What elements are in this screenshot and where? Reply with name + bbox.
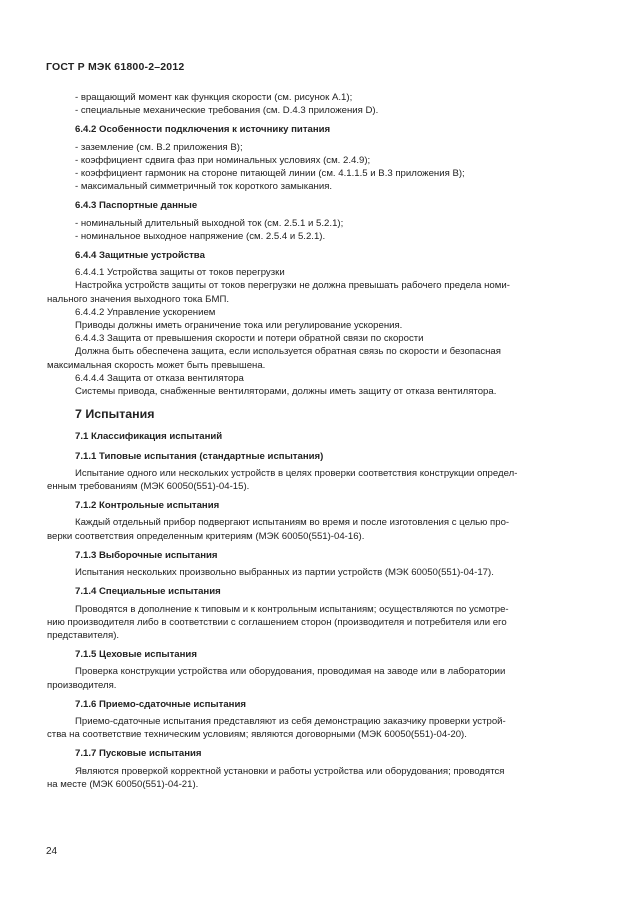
paragraph-line: енным требованиям (МЭК 60050(551)-04-15).: [47, 481, 250, 493]
document-body: [47, 91, 583, 791]
section-heading-7-1-4: 7.1.4 Специальные испытания: [75, 586, 221, 598]
paragraph-line: на месте (МЭК 60050(551)-04-21).: [47, 778, 199, 790]
subsection-title: 6.4.4.2 Управление ускорением: [75, 306, 216, 318]
paragraph-line: Испытания нескольких произвольно выбранных из партии устройств (МЭК 60050(551)-04-17).: [75, 567, 494, 579]
list-item: - номинальное выходное напряжение (см. 2.5.4 и 5.2.1).: [75, 230, 326, 242]
list-item: - коэффициент сдвига фаз при номинальных условиях (см. 2.4.9);: [75, 154, 371, 166]
section-heading-7-1-6: 7.1.6 Приемо-сдаточные испытания: [75, 698, 246, 710]
paragraph-line: нального значения выходного тока БМП.: [47, 293, 230, 305]
paragraph-line: Приемо-сдаточные испытания представляют из себя демонстрацию заказчику проверки устрой-: [75, 715, 506, 727]
paragraph-line: ства на соответствие техническим условиям; являются договорными (МЭК 60050(551)-04-20).: [47, 729, 467, 741]
paragraph-line: Проверка конструкции устройства или оборудования, проводимая на заводе или в лаборатории: [75, 666, 506, 678]
list-item: - номинальный длительный выходной ток (см. 2.5.1 и 5.2.1);: [75, 217, 344, 229]
paragraph-line: представителя).: [47, 629, 120, 641]
paragraph-line: Приводы должны иметь ограничение тока или регулирование ускорения.: [75, 320, 403, 332]
paragraph-line: Должна быть обеспечена защита, если используется обратная связь по скорости и безопасная: [75, 346, 501, 358]
chapter-heading-7: 7 Испытания: [75, 407, 155, 422]
list-item: - заземление (см. В.2 приложения В);: [75, 141, 243, 153]
document-header: ГОСТ Р МЭК 61800-2–2012: [46, 61, 185, 73]
section-heading-7-1-5: 7.1.5 Цеховые испытания: [75, 649, 197, 661]
paragraph-line: Системы привода, снабженные вентиляторами, должны иметь защиту от отказа вентилятора.: [75, 386, 497, 398]
section-heading-6-4-2: 6.4.2 Особенности подключения к источнику питания: [75, 124, 331, 136]
section-heading-7-1-7: 7.1.7 Пусковые испытания: [75, 748, 202, 760]
subsection-title: 6.4.4.1 Устройства защиты от токов перегрузки: [75, 267, 285, 279]
paragraph-line: Испытание одного или нескольких устройств в целях проверки соответствия конструкции определ-: [75, 467, 518, 479]
paragraph-line: Каждый отдельный прибор подвергают испытаниям во время и после изготовления с целью про-: [75, 517, 510, 529]
section-heading-7-1-1: 7.1.1 Типовые испытания (стандартные испытания): [75, 450, 324, 462]
paragraph-line: Проводятся в дополнение к типовым и к контрольным испытаниям; осуществляются по усмотре-: [75, 603, 509, 615]
paragraph-line: нию производителя либо в соответствии с соглашением сторон (производителя и потребителя или его: [47, 616, 507, 628]
section-heading-7-1-2: 7.1.2 Контрольные испытания: [75, 500, 220, 512]
section-heading-7-1-3: 7.1.3 Выборочные испытания: [75, 549, 218, 561]
paragraph-line: Настройка устройств защиты от токов перегрузки не должна превышать рабочего предела номи-: [75, 280, 510, 292]
list-item: - коэффициент гармоник на стороне питающей линии (см. 4.1.1.5 и В.3 приложения В);: [75, 168, 465, 180]
subsection-title: 6.4.4.3 Защита от превышения скорости и потери обратной связи по скорости: [75, 333, 424, 345]
list-item: - специальные механические требования (см. D.4.3 приложения D).: [75, 105, 379, 117]
section-heading-6-4-3: 6.4.3 Паспортные данные: [75, 200, 198, 212]
section-heading-6-4-4: 6.4.4 Защитные устройства: [75, 250, 205, 262]
paragraph-line: производителя.: [47, 679, 117, 691]
subsection-title: 6.4.4.4 Защита от отказа вентилятора: [75, 372, 244, 384]
paragraph-line: Являются проверкой корректной установки и работы устройства или оборудования; проводятся: [75, 765, 505, 777]
paragraph-line: максимальная скорость может быть превышена.: [47, 359, 266, 371]
section-heading-7-1: 7.1 Классификация испытаний: [75, 431, 223, 443]
paragraph-line: верки соответствия определенным критериям (МЭК 60050(551)-04-16).: [47, 530, 365, 542]
list-item: - вращающий момент как функция скорости (см. рисунок А.1);: [75, 92, 353, 103]
list-item: - максимальный симметричный ток короткого замыкания.: [75, 181, 333, 193]
page-number: 24: [46, 846, 58, 857]
